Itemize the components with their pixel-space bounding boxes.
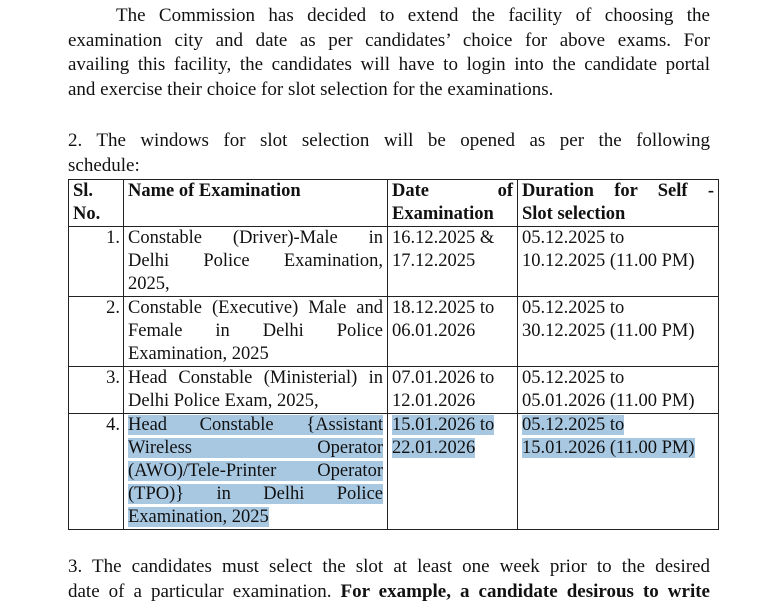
text-line [392, 250, 513, 273]
text-line: examination city and date as per candidates’ choice for above exams. For [68, 29, 710, 51]
highlighted-text: Examination, 2025 [128, 507, 269, 527]
column-header [124, 180, 388, 227]
text-line: No. [73, 204, 101, 224]
text-line [128, 250, 383, 273]
text-line [522, 320, 714, 343]
text-line [128, 460, 383, 483]
text-line [392, 227, 513, 250]
text-line: 2. The windows for slot selection will be opened as per the following [68, 130, 710, 151]
column-header [388, 180, 518, 227]
text-line [128, 390, 383, 413]
paragraph-3-line [68, 580, 710, 605]
highlighted-text: Constable (Executive) Male and [128, 298, 383, 318]
text-line [128, 227, 383, 250]
text-line [392, 297, 513, 320]
text-line: Sl. [73, 181, 94, 201]
cell-name [124, 414, 388, 530]
text-line: Name of Examination [128, 181, 301, 201]
cell-name [124, 367, 388, 414]
cell-duration [518, 367, 719, 414]
highlighted-text: 2025, [128, 274, 170, 294]
highlighted-text: 30.12.2025 (11.00 PM) [522, 321, 695, 341]
column-header [518, 180, 719, 227]
table-row [69, 414, 719, 530]
text-line [522, 414, 714, 437]
column-header [69, 180, 124, 227]
highlighted-text: 22.01.2026 [392, 438, 476, 458]
text-line [392, 390, 513, 413]
highlighted-text: Wireless Operator [128, 438, 383, 458]
text-line [128, 297, 383, 320]
text-line: and exercise their choice for slot selection for the examinations. [68, 78, 554, 100]
highlighted-text: 06.01.2026 [392, 321, 476, 341]
serial-number: 4. [69, 414, 124, 530]
text-line [392, 320, 513, 343]
highlighted-text: Head Constable {Assistant [128, 415, 383, 435]
text-line: Slot selection [522, 204, 626, 224]
schedule-table [68, 179, 719, 530]
highlighted-text: 16.12.2025 & [392, 228, 495, 248]
highlighted-text: 10.12.2025 (11.00 PM) [522, 251, 695, 271]
cell-date [388, 414, 518, 530]
table-header-row [69, 180, 719, 227]
text-line [392, 437, 513, 460]
highlighted-text: Examination, 2025 [128, 344, 269, 364]
text-line [392, 367, 513, 390]
cell-duration [518, 227, 719, 297]
text-line [128, 343, 383, 366]
text-line [392, 414, 513, 437]
table-row [69, 297, 719, 367]
table-row [69, 367, 719, 414]
text-bold: For example, a candidate desirous to write [340, 580, 710, 602]
text-line [522, 227, 714, 250]
cell-duration [518, 414, 719, 530]
text-line [128, 367, 383, 390]
text-line [522, 437, 714, 460]
table-row [69, 227, 719, 297]
highlighted-text: Constable (Driver)-Male in [128, 228, 383, 248]
paragraph-1 [68, 4, 710, 102]
highlighted-text: Delhi Police Examination, [128, 251, 383, 271]
serial-number: 3. [69, 367, 124, 414]
text-line [522, 250, 714, 273]
highlighted-text: 05.12.2025 to [522, 298, 625, 318]
highlighted-text: 12.01.2026 [392, 391, 476, 411]
text-line [128, 273, 383, 296]
text-line [128, 506, 383, 529]
text-line: Duration for Self - [522, 181, 714, 201]
paragraph-3-line: 3. The candidates must select the slot at least one week prior to the desired [68, 556, 710, 577]
highlighted-text: 17.12.2025 [392, 251, 476, 271]
highlighted-text: 07.01.2026 to [392, 368, 495, 388]
text-line [128, 320, 383, 343]
highlighted-text: 18.12.2025 to [392, 298, 495, 318]
text-line: Date of [392, 181, 513, 201]
highlighted-text: 05.12.2025 to [522, 368, 625, 388]
cell-date [388, 297, 518, 367]
text-line [128, 483, 383, 506]
text-line: The Commission has decided to extend the facility of choosing the [116, 5, 710, 26]
serial-number: 1. [69, 227, 124, 297]
text-line: Examination [392, 204, 494, 224]
highlighted-text: 05.12.2025 to [522, 228, 625, 248]
highlighted-text: Female in Delhi Police [128, 321, 383, 341]
highlighted-text: (AWO)/Tele-Printer Operator [128, 461, 383, 481]
highlighted-text: Head Constable (Ministerial) in [128, 368, 383, 388]
text-line [128, 414, 383, 437]
text-line [522, 390, 714, 413]
highlighted-text: 05.01.2026 (11.00 PM) [522, 391, 695, 411]
highlighted-text: 15.01.2026 (11.00 PM) [522, 438, 695, 458]
cell-name [124, 227, 388, 297]
highlighted-text: (TPO)} in Delhi Police [128, 484, 383, 504]
text-line [128, 437, 383, 460]
cell-name [124, 297, 388, 367]
serial-number: 2. [69, 297, 124, 367]
cell-date [388, 227, 518, 297]
cell-duration [518, 297, 719, 367]
cell-date [388, 367, 518, 414]
text-line [522, 367, 714, 390]
highlighted-text: Delhi Police Exam, 2025, [128, 391, 319, 411]
paragraph-3 [68, 555, 710, 604]
highlighted-text: 15.01.2026 to [392, 415, 495, 435]
text-normal: date of a particular examination. [68, 580, 341, 602]
text-line: availing this facility, the candidates will have to login into the candidate portal [68, 54, 710, 76]
text-line [522, 297, 714, 320]
highlighted-text: 05.12.2025 to [522, 415, 625, 435]
paragraph-2 [68, 129, 710, 178]
text-line: schedule: [68, 154, 140, 176]
